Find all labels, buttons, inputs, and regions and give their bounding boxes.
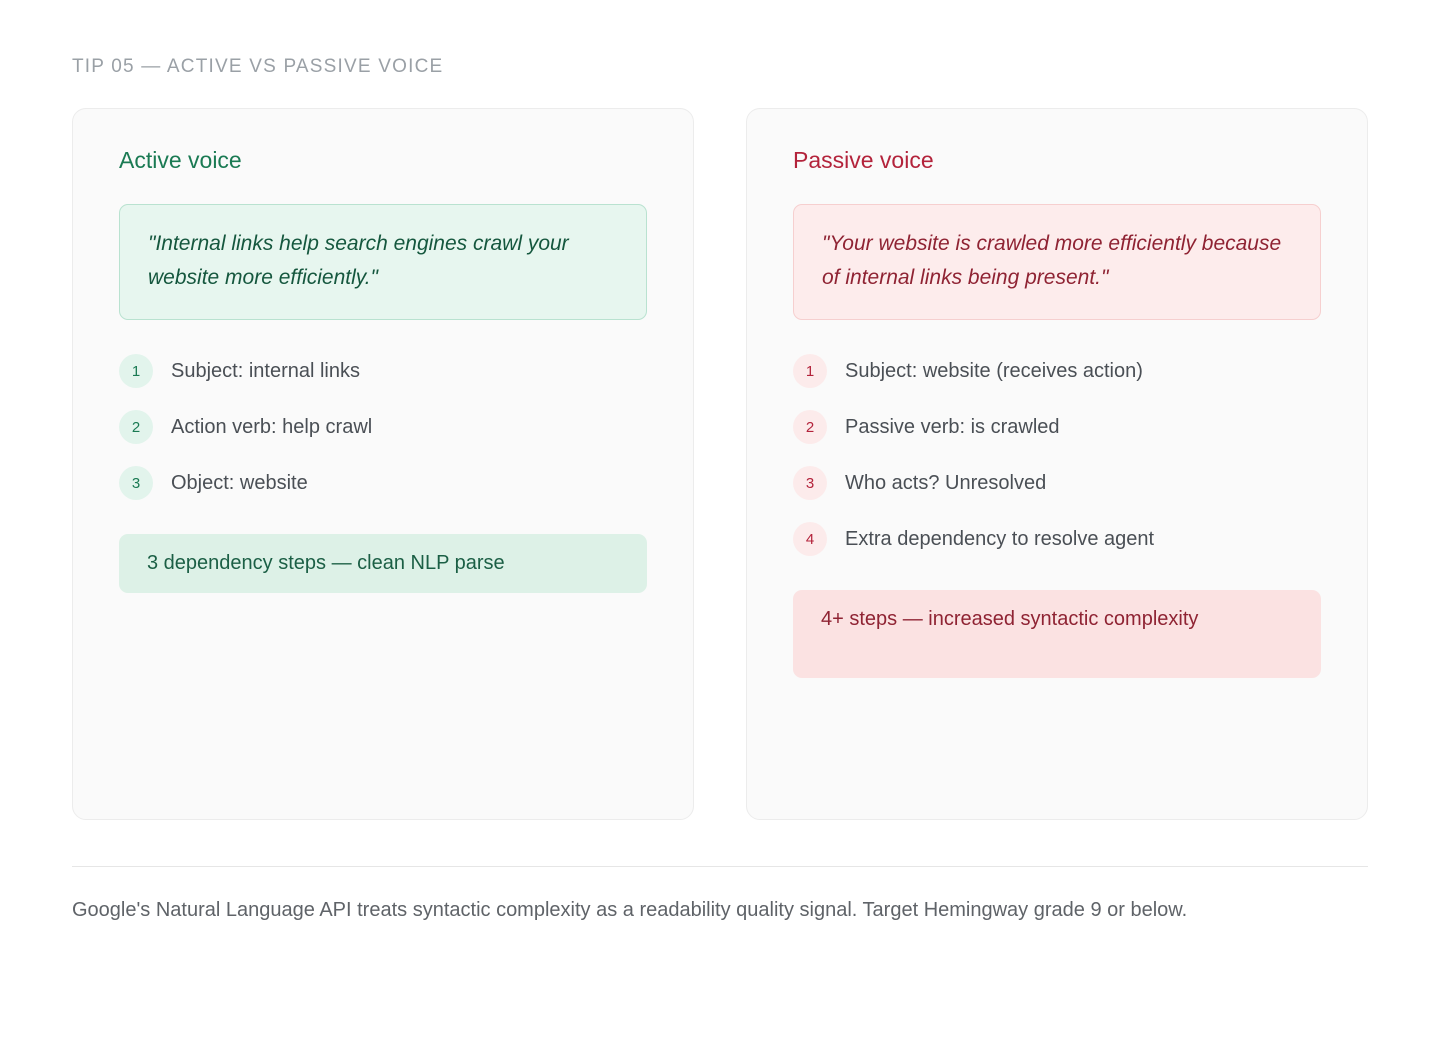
step-number-badge: 3 (793, 466, 827, 500)
list-item (793, 354, 1321, 388)
step-number-badge: 1 (119, 354, 153, 388)
list-item (119, 354, 647, 388)
footnote-section (72, 866, 1368, 926)
list-item (793, 522, 1321, 556)
passive-voice-card (746, 108, 1368, 820)
step-label: Who acts? Unresolved (845, 471, 1047, 494)
step-number-badge: 3 (119, 466, 153, 500)
list-item (793, 466, 1321, 500)
passive-voice-title: Passive voice (793, 147, 934, 173)
passive-voice-summary: 4+ steps — increased syntactic complexity (793, 590, 1321, 678)
step-number-badge: 1 (793, 354, 827, 388)
step-number-badge: 2 (793, 410, 827, 444)
step-label: Object: website (171, 471, 308, 494)
passive-voice-quote: "Your website is crawled more efficiently because of internal links being present." (793, 204, 1321, 320)
step-label: Subject: internal links (171, 359, 360, 382)
step-label: Passive verb: is crawled (845, 415, 1060, 438)
step-number-badge: 4 (793, 522, 827, 556)
passive-voice-step-list (793, 354, 1321, 556)
active-voice-card (72, 108, 694, 820)
active-voice-summary: 3 dependency steps — clean NLP parse (119, 534, 647, 593)
step-label: Extra dependency to resolve agent (845, 527, 1155, 550)
step-label: Action verb: help crawl (171, 415, 373, 438)
active-voice-title: Active voice (119, 147, 242, 173)
step-label: Subject: website (receives action) (845, 359, 1143, 382)
page-title: TIP 05 — ACTIVE VS PASSIVE VOICE (72, 56, 444, 77)
list-item (119, 466, 647, 500)
active-voice-step-list (119, 354, 647, 500)
list-item (793, 410, 1321, 444)
comparison-columns (72, 108, 1368, 820)
step-number-badge: 2 (119, 410, 153, 444)
list-item (119, 410, 647, 444)
active-voice-quote: "Internal links help search engines crawl your website more efficiently." (119, 204, 647, 320)
footnote-text: Google's Natural Language API treats syntactic complexity as a readability quality signal. Target Hemingway grade 9 or below. (72, 899, 1188, 921)
